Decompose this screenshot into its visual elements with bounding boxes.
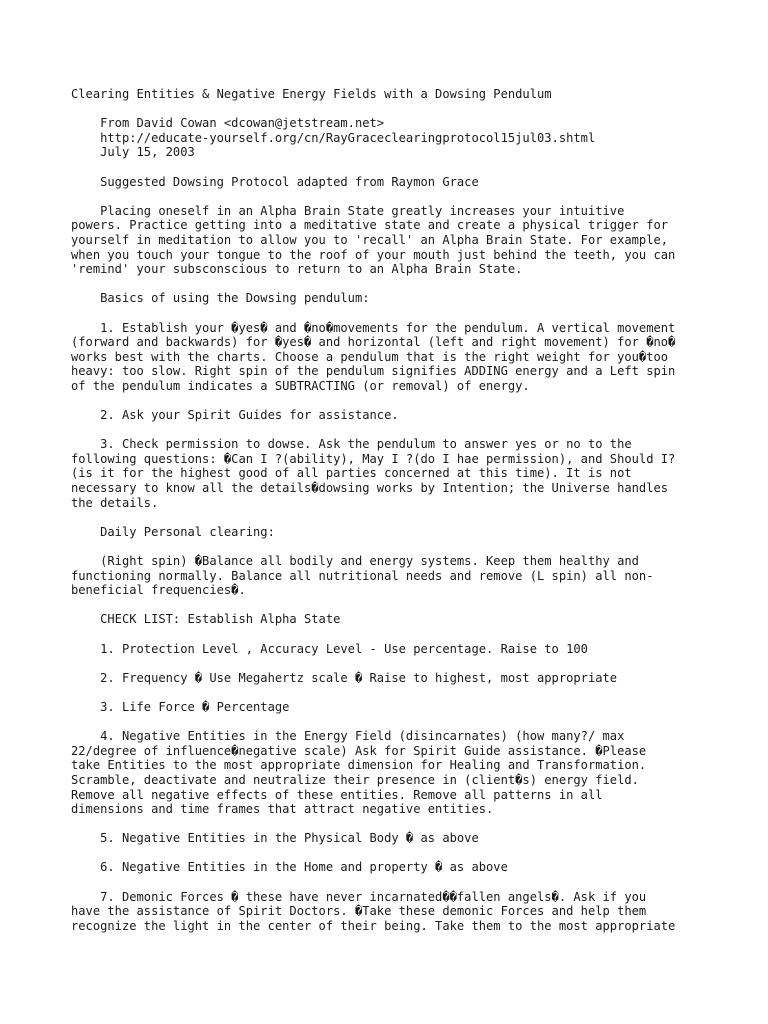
text-line: (Right spin) �Balance all bodily and energy systems. Keep them healthy and: [71, 554, 639, 568]
blank-line: [71, 277, 711, 292]
text-line: beneficial frequencies�.: [71, 583, 246, 598]
text-line: 5. Negative Entities in the Physical Body � as above: [71, 831, 479, 846]
text-line: the details.: [71, 495, 159, 510]
blank-line: [71, 510, 711, 525]
text-line: functioning normally. Balance all nutritional needs and remove (L spin) all non-: [71, 568, 654, 583]
blank-line: [71, 875, 711, 890]
blank-line: [71, 306, 711, 321]
document-body: [71, 87, 711, 933]
text-line: of the pendulum indicates a SUBTRACTING (or removal) of energy.: [71, 378, 530, 393]
text-line: 2. Ask your Spirit Guides for assistance.: [71, 408, 399, 423]
blank-line: [71, 846, 711, 861]
text-line: Daily Personal clearing:: [71, 524, 275, 539]
text-line: Clearing Entities & Negative Energy Fields with a Dowsing Pendulum: [71, 87, 552, 101]
text-line: (forward and backwards) for �yes� and horizontal (left and right movement) for �no�: [71, 335, 676, 350]
text-line: yourself in meditation to allow you to 'recall' an Alpha Brain State. For example,: [71, 232, 669, 247]
text-line: following questions: �Can I ?(ability), May I ?(do I hae permission), and Should I?: [71, 451, 676, 466]
text-line: recognize the light in the center of their being. Take them to the most appropriate: [71, 918, 676, 933]
text-line: 3. Check permission to dowse. Ask the pendulum to answer yes or no to the: [71, 437, 632, 452]
blank-line: [71, 160, 711, 175]
blank-line: [71, 656, 711, 671]
text-line: From David Cowan <dcowan@jetstream.net>: [71, 116, 385, 131]
text-line: when you touch your tongue to the roof of your mouth just behind the teeth, you can: [71, 247, 676, 262]
text-line: 'remind' your subsconscious to return to an Alpha Brain State.: [71, 262, 523, 277]
text-line: 2. Frequency � Use Megahertz scale � Raise to highest, most appropriate: [71, 670, 618, 685]
text-line: 22/degree of influence�negative scale) Ask for Spirit Guide assistance. �Please: [71, 743, 647, 758]
text-line: 4. Negative Entities in the Energy Field (disincarnates) (how many?/ max: [71, 729, 625, 744]
text-line: powers. Practice getting into a meditative state and create a physical trigger for: [71, 218, 669, 233]
text-line: take Entities to the most appropriate dimension for Healing and Transformation.: [71, 758, 647, 773]
blank-line: [71, 817, 711, 832]
text-line: 1. Establish your �yes� and �no�movements for the pendulum. A vertical movement: [71, 320, 676, 335]
text-line: dimensions and time frames that attract negative entities.: [71, 802, 494, 817]
text-line: 3. Life Force � Percentage: [71, 699, 290, 714]
text-line: Suggested Dowsing Protocol adapted from Raymon Grace: [71, 174, 479, 189]
blank-line: [71, 598, 711, 613]
text-line: Basics of using the Dowsing pendulum:: [71, 291, 370, 306]
blank-line: [71, 189, 711, 204]
text-line: have the assistance of Spirit Doctors. �Take these demonic Forces and help them: [71, 904, 647, 919]
text-line: 7. Demonic Forces � these have never incarnated��fallen angels�. Ask if you: [71, 889, 647, 904]
text-line: (is it for the highest good of all parties concerned at this time). It is not: [71, 466, 632, 481]
text-line: CHECK LIST: Establish Alpha State: [71, 612, 341, 627]
text-line: July 15, 2003: [71, 145, 195, 160]
text-line: http://educate-yourself.org/cn/RayGraceclearingprotocol15jul03.shtml: [71, 130, 596, 145]
text-line: heavy: too slow. Right spin of the pendulum signifies ADDING energy and a Left spin: [71, 364, 676, 379]
text-line: 6. Negative Entities in the Home and property � as above: [71, 860, 508, 875]
text-line: 1. Protection Level , Accuracy Level - Use percentage. Raise to 100: [71, 641, 588, 656]
blank-line: [71, 393, 711, 408]
blank-line: [71, 102, 711, 117]
blank-line: [71, 715, 711, 730]
text-line: Placing oneself in an Alpha Brain State greatly increases your intuitive: [71, 203, 625, 218]
text-line: Remove all negative effects of these entities. Remove all patterns in all: [71, 787, 603, 802]
blank-line: [71, 423, 711, 438]
text-line: works best with the charts. Choose a pendulum that is the right weight for you�too: [71, 349, 669, 364]
blank-line: [71, 685, 711, 700]
blank-line: [71, 539, 711, 554]
text-line: Scramble, deactivate and neutralize their presence in (client�s) energy field.: [71, 772, 639, 787]
blank-line: [71, 627, 711, 642]
text-line: necessary to know all the details�dowsing works by Intention; the Universe handles: [71, 481, 669, 496]
